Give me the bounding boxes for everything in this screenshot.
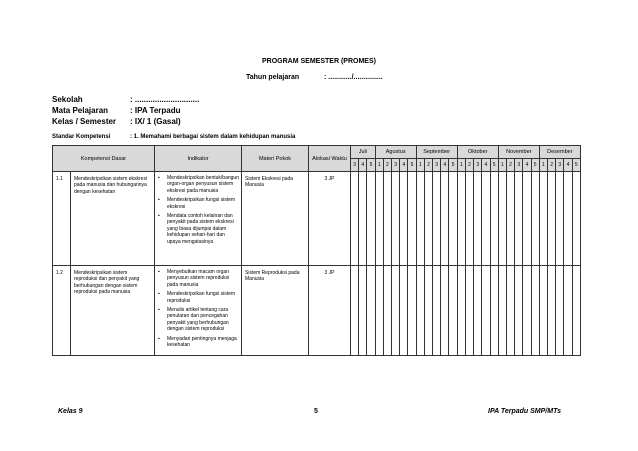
week-cell: [416, 266, 424, 356]
indikator-item: [158, 336, 239, 349]
indikator-item: [158, 269, 239, 288]
sekolah-label: Sekolah: [52, 95, 83, 104]
alokasi-waktu-value: 3 JP: [309, 266, 351, 356]
indikator-text: Mendeskripsikan fungsi sistem ekskresi: [167, 197, 236, 210]
week-number: 4: [400, 159, 408, 172]
row-number: 1.2: [53, 266, 71, 356]
week-cell: [351, 172, 359, 266]
week-number: 5: [572, 159, 580, 172]
week-cell: [457, 266, 465, 356]
week-number: 1: [498, 159, 506, 172]
indikator-list: [155, 172, 242, 266]
indikator-text: Mendeskripsikan bentuk/bangun organ-organ penyusun sistem ekskresi pada manusia: [167, 175, 239, 194]
week-cell: [375, 172, 383, 266]
week-cell: [498, 172, 506, 266]
square-bullet-icon: ▪: [158, 213, 160, 220]
week-cell: [515, 266, 523, 356]
month-header: Agustus: [375, 146, 416, 159]
week-cell: [523, 266, 531, 356]
sekolah-value: : .............................: [130, 95, 200, 104]
week-cell: [465, 172, 473, 266]
week-cell: [457, 172, 465, 266]
week-cell: [490, 266, 498, 356]
week-cell: [572, 266, 580, 356]
week-number: 5: [490, 159, 498, 172]
week-number: 4: [564, 159, 572, 172]
week-cell: [433, 172, 441, 266]
week-cell: [531, 266, 539, 356]
table-header-row: [53, 146, 581, 159]
indikator-item: [158, 307, 239, 333]
kelas-semester-label: Kelas / Semester: [52, 117, 117, 126]
week-cell: [556, 172, 564, 266]
week-cell: [548, 266, 556, 356]
week-number: 3: [351, 159, 359, 172]
week-number: 2: [548, 159, 556, 172]
week-cell: [441, 266, 449, 356]
week-cell: [392, 172, 400, 266]
week-cell: [392, 266, 400, 356]
week-cell: [367, 172, 375, 266]
mata-pelajaran-value: : IPA Terpadu: [130, 106, 181, 115]
week-cell: [383, 172, 391, 266]
week-cell: [449, 172, 457, 266]
week-cell: [433, 266, 441, 356]
week-cell: [523, 172, 531, 266]
week-number: 1: [539, 159, 547, 172]
col-materi-pokok: Materi Pokok: [242, 146, 309, 172]
document-title: PROGRAM SEMESTER (PROMES): [262, 58, 376, 65]
mata-pelajaran-label: Mata Pelajaran: [52, 106, 109, 115]
week-number: 2: [465, 159, 473, 172]
week-cell: [400, 266, 408, 356]
tahun-pelajaran-value: : ............/...............: [324, 74, 383, 81]
month-header: Juli: [351, 146, 376, 159]
week-cell: [465, 266, 473, 356]
promes-table: [52, 145, 581, 356]
week-cell: [506, 172, 514, 266]
week-number: 3: [515, 159, 523, 172]
indikator-text: Menulis artikel tentang cara penularan dan pencegahan penyakit yang berhubungan dengan sistem reproduksi: [167, 307, 229, 333]
week-cell: [572, 172, 580, 266]
square-bullet-icon: ▪: [158, 197, 160, 204]
indikator-item: [158, 197, 239, 210]
footer-subject: IPA Terpadu SMP/MTs: [488, 408, 561, 415]
week-cell: [482, 266, 490, 356]
col-alokasi-waktu: Alokasi Waktu: [309, 146, 351, 172]
week-cell: [515, 172, 523, 266]
week-cell: [474, 172, 482, 266]
kompetensi-dasar-text: Mendeskripsikan sistem ekskresi pada manusia dan hubungannya dengan kesehatan: [71, 172, 155, 266]
row-number: 1.1: [53, 172, 71, 266]
week-cell: [383, 266, 391, 356]
week-cell: [449, 266, 457, 356]
week-number: 1: [416, 159, 424, 172]
indikator-list: [155, 266, 242, 356]
month-header: Oktober: [457, 146, 498, 159]
month-header: September: [416, 146, 457, 159]
week-cell: [564, 172, 572, 266]
square-bullet-icon: ▪: [158, 269, 160, 275]
week-cell: [548, 172, 556, 266]
week-cell: [408, 266, 416, 356]
alokasi-waktu-value: 3 JP: [309, 172, 351, 266]
week-number: 1: [457, 159, 465, 172]
month-header: November: [498, 146, 539, 159]
indikator-item: [158, 175, 239, 194]
kelas-semester-value: : IX/ 1 (Gasal): [130, 117, 181, 126]
col-indikator: Indikator: [155, 146, 242, 172]
week-cell: [506, 266, 514, 356]
footer-page-number: 5: [314, 408, 318, 415]
week-number: 3: [474, 159, 482, 172]
week-cell: [539, 266, 547, 356]
indikator-text: Mendata contoh kelainan dan penyakit pada sistem ekskresi yang biasa dijumpai dalam kehidupan sehari-hari dan upaya mengatasinya: [167, 213, 234, 245]
table-row: [53, 266, 581, 356]
standar-kompetensi-label: Standar Kompetensi: [52, 134, 111, 140]
week-number: 4: [523, 159, 531, 172]
week-cell: [556, 266, 564, 356]
week-number: 3: [392, 159, 400, 172]
week-number: 5: [449, 159, 457, 172]
week-cell: [539, 172, 547, 266]
week-cell: [482, 172, 490, 266]
week-cell: [564, 266, 572, 356]
week-number: 5: [408, 159, 416, 172]
square-bullet-icon: ▪: [158, 291, 160, 298]
week-number: 3: [433, 159, 441, 172]
week-cell: [400, 172, 408, 266]
footer-class: Kelas 9: [58, 408, 83, 415]
materi-pokok-text: Sistem Reproduksi pada Manusia: [242, 266, 309, 356]
indikator-text: Menyebutkan macam organ penyusun sistem reproduksi pada manusia: [167, 269, 230, 288]
indikator-item: [158, 291, 239, 304]
week-number: 5: [367, 159, 375, 172]
standar-kompetensi-value: : 1. Memahami berbagai sistem dalam kehidupan manusia: [130, 134, 296, 140]
week-cell: [424, 266, 432, 356]
square-bullet-icon: ▪: [158, 307, 160, 314]
week-cell: [441, 172, 449, 266]
week-number: 1: [375, 159, 383, 172]
square-bullet-icon: ▪: [158, 335, 160, 342]
week-number: 2: [424, 159, 432, 172]
week-cell: [531, 172, 539, 266]
week-cell: [490, 172, 498, 266]
indikator-text: Mendeskripsikan fungsi sistem reproduksi: [167, 291, 236, 304]
week-number: 5: [531, 159, 539, 172]
col-kompetensi-dasar: Kompetensi Dasar: [53, 146, 155, 172]
kompetensi-dasar-text: Mendeskripsikan sistem reproduksi dan penyakit yang berhubungan dengan sistem reproduksi pada manusia: [71, 266, 155, 356]
week-cell: [408, 172, 416, 266]
week-cell: [416, 172, 424, 266]
week-number: 2: [383, 159, 391, 172]
week-cell: [375, 266, 383, 356]
week-cell: [359, 266, 367, 356]
week-cell: [351, 266, 359, 356]
week-cell: [498, 266, 506, 356]
week-number: 4: [441, 159, 449, 172]
week-number: 4: [359, 159, 367, 172]
materi-pokok-text: Sistem Ekskresi pada Manusia: [242, 172, 309, 266]
square-bullet-icon: ▪: [158, 175, 160, 181]
week-cell: [474, 266, 482, 356]
table-row: [53, 172, 581, 266]
indikator-item: [158, 213, 239, 245]
indikator-text: Menyadari pentingnya menjaga kesehatan: [167, 335, 237, 349]
week-number: 3: [556, 159, 564, 172]
week-number: 2: [506, 159, 514, 172]
week-cell: [367, 266, 375, 356]
month-header: Desember: [539, 146, 580, 159]
tahun-pelajaran-label: Tahun pelajaran: [246, 74, 300, 81]
week-cell: [359, 172, 367, 266]
week-cell: [424, 172, 432, 266]
week-number: 4: [482, 159, 490, 172]
